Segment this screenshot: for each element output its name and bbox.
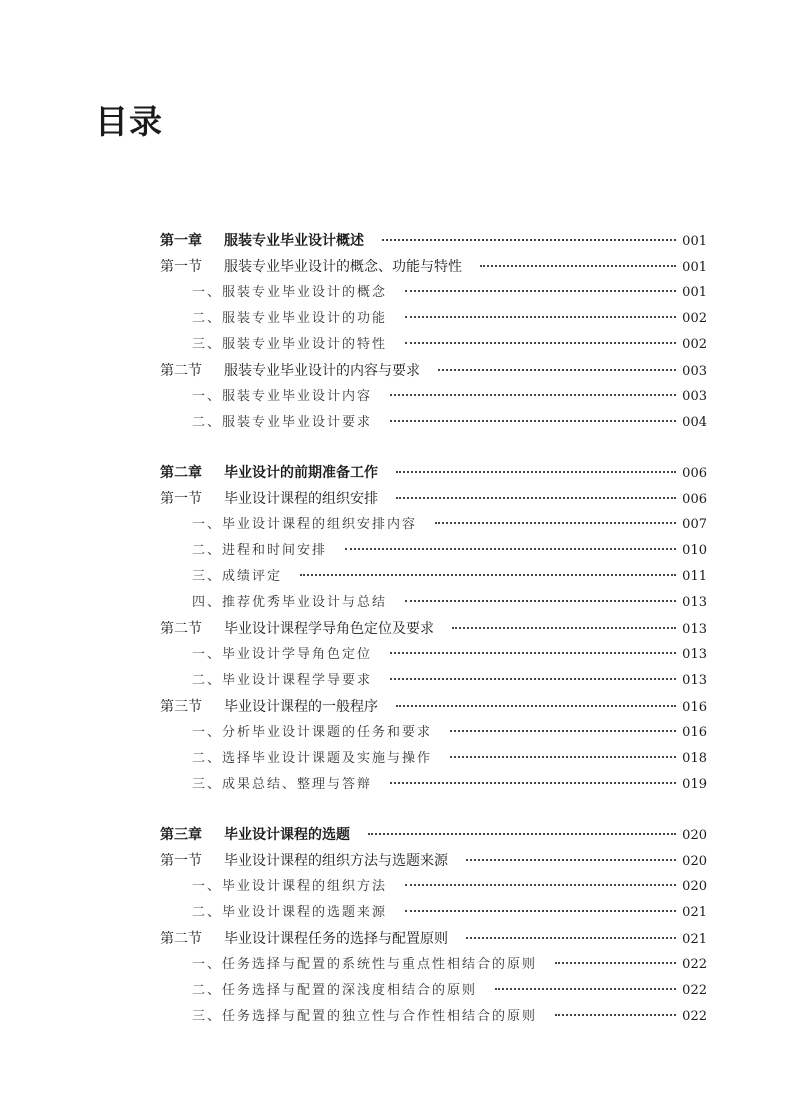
toc-item-entry[interactable] — [0, 720, 790, 746]
toc-entry-title: 毕业设计课程的选题 — [224, 827, 350, 843]
toc-entry-title: 服装专业毕业设计的内容与要求 — [224, 363, 420, 379]
toc-entry-number: 二、 — [192, 751, 223, 766]
toc-dot-leader — [382, 239, 676, 241]
toc-dot-leader — [466, 937, 676, 939]
toc-chapter-block — [0, 228, 790, 436]
toc-item-entry[interactable] — [0, 590, 790, 616]
toc-entry-number: 二、 — [192, 983, 223, 998]
toc-page-number: 001 — [682, 285, 707, 300]
toc-dot-leader — [466, 859, 676, 861]
toc-entry-title: 毕业设计课程的一般程序 — [224, 699, 378, 715]
toc-entry-number: 二、 — [192, 311, 223, 326]
toc-chapter-block — [0, 460, 790, 798]
toc-item-entry[interactable] — [0, 900, 790, 926]
toc-entry-number: 第二节 — [160, 621, 202, 637]
toc-entry-number: 二、 — [192, 905, 223, 920]
toc-dot-leader — [396, 471, 676, 473]
toc-entry-title: 服装专业毕业设计的功能 — [222, 311, 388, 326]
toc-chapter-entry[interactable] — [0, 460, 790, 486]
toc-page-number: 006 — [682, 492, 707, 507]
toc-dot-leader — [390, 652, 676, 654]
toc-item-entry[interactable] — [0, 280, 790, 306]
toc-entry-number: 一、 — [192, 725, 223, 740]
toc-entry-number: 第三章 — [160, 827, 202, 843]
toc-entry-title: 服装专业毕业设计概述 — [224, 233, 364, 249]
toc-page-number: 022 — [682, 983, 707, 998]
toc-page-number: 002 — [682, 311, 707, 326]
toc-entry-number: 一、 — [192, 957, 223, 972]
toc-page-number: 022 — [682, 1009, 707, 1024]
toc-chapter-entry[interactable] — [0, 228, 790, 254]
toc-entry-title: 任务选择与配置的深浅度相结合的原则 — [222, 983, 478, 998]
toc-dot-leader — [438, 369, 676, 371]
toc-page-number: 020 — [682, 854, 707, 869]
toc-item-entry[interactable] — [0, 306, 790, 332]
toc-page-number: 013 — [682, 673, 707, 688]
toc-section-entry[interactable] — [0, 848, 790, 874]
toc-item-entry[interactable] — [0, 512, 790, 538]
toc-dot-leader — [405, 884, 676, 886]
toc-dot-leader — [405, 342, 676, 344]
toc-entry-title: 推荐优秀毕业设计与总结 — [222, 595, 388, 610]
toc-page-number: 021 — [682, 905, 707, 920]
toc-entry-number: 第一节 — [160, 491, 202, 507]
toc-page-number: 006 — [682, 466, 707, 481]
toc-page-number: 002 — [682, 337, 707, 352]
toc-entry-number: 第二章 — [160, 465, 202, 481]
toc-entry-title: 分析毕业设计课题的任务和要求 — [222, 725, 433, 740]
toc-entry-number: 三、 — [192, 569, 223, 584]
toc-entry-title: 服装专业毕业设计内容 — [222, 389, 373, 404]
toc-entry-title: 毕业设计课程的选题来源 — [222, 905, 388, 920]
toc-dot-leader — [405, 316, 676, 318]
toc-page-number: 001 — [682, 234, 707, 249]
toc-entry-title: 服装专业毕业设计要求 — [222, 415, 373, 430]
toc-page-number: 022 — [682, 957, 707, 972]
toc-dot-leader — [396, 497, 676, 499]
toc-item-entry[interactable] — [0, 410, 790, 436]
toc-dot-leader — [390, 420, 676, 422]
toc-page-number: 003 — [682, 389, 707, 404]
toc-section-entry[interactable] — [0, 926, 790, 952]
toc-entry-number: 第一节 — [160, 853, 202, 869]
toc-entry-title: 服装专业毕业设计的特性 — [222, 337, 388, 352]
toc-page-number: 019 — [682, 777, 707, 792]
toc-page-number: 016 — [682, 700, 707, 715]
toc-item-entry[interactable] — [0, 642, 790, 668]
toc-dot-leader — [390, 678, 676, 680]
toc-dot-leader — [405, 290, 676, 292]
toc-page-number: 016 — [682, 725, 707, 740]
toc-dot-leader — [345, 548, 676, 550]
toc-entry-title: 服装专业毕业设计的概念 — [222, 285, 388, 300]
toc-section-entry[interactable] — [0, 254, 790, 280]
toc-entry-number: 一、 — [192, 389, 223, 404]
toc-item-entry[interactable] — [0, 772, 790, 798]
toc-entry-title: 选择毕业设计课题及实施与操作 — [222, 751, 433, 766]
toc-entry-number: 第一节 — [160, 259, 202, 275]
toc-dot-leader — [452, 627, 676, 629]
toc-entry-title: 毕业设计课程的组织安排内容 — [222, 517, 418, 532]
toc-entry-number: 第二节 — [160, 931, 202, 947]
toc-dot-leader — [368, 833, 676, 835]
toc-entry-number: 二、 — [192, 543, 223, 558]
toc-item-entry[interactable] — [0, 538, 790, 564]
toc-page-number: 003 — [682, 364, 707, 379]
toc-entry-title: 进程和时间安排 — [222, 543, 328, 558]
toc-dot-leader — [555, 962, 676, 964]
toc-entry-title: 任务选择与配置的独立性与合作性相结合的原则 — [222, 1009, 538, 1024]
toc-section-entry[interactable] — [0, 694, 790, 720]
toc-entry-number: 三、 — [192, 337, 223, 352]
toc-page-number: 001 — [682, 260, 707, 275]
toc-entry-title: 成绩评定 — [222, 569, 283, 584]
toc-item-entry[interactable] — [0, 668, 790, 694]
toc-item-entry[interactable] — [0, 564, 790, 590]
toc-entry-title: 毕业设计课程的组织方法与选题来源 — [224, 853, 448, 869]
toc-entry-title: 毕业设计课程的组织方法 — [222, 879, 388, 894]
toc-entry-number: 一、 — [192, 285, 223, 300]
toc-entry-title: 任务选择与配置的系统性与重点性相结合的原则 — [222, 957, 538, 972]
toc-entry-title: 服装专业毕业设计的概念、功能与特性 — [224, 259, 462, 275]
toc-entry-number: 一、 — [192, 647, 223, 662]
toc-chapter-entry[interactable] — [0, 822, 790, 848]
toc-page-number: 020 — [682, 879, 707, 894]
toc-item-entry[interactable] — [0, 978, 790, 1004]
toc-dot-leader — [300, 574, 676, 576]
toc-page-number: 011 — [682, 569, 707, 584]
toc-item-entry[interactable] — [0, 874, 790, 900]
toc-entry-number: 一、 — [192, 879, 223, 894]
toc-item-entry[interactable] — [0, 952, 790, 978]
toc-item-entry[interactable] — [0, 1004, 790, 1030]
table-of-contents — [0, 228, 790, 1054]
toc-dot-leader — [450, 756, 676, 758]
toc-page-number: 013 — [682, 595, 707, 610]
toc-page-number: 004 — [682, 415, 707, 430]
toc-dot-leader — [450, 730, 676, 732]
toc-item-entry[interactable] — [0, 332, 790, 358]
toc-entry-number: 第一章 — [160, 233, 202, 249]
toc-dot-leader — [396, 705, 676, 707]
toc-page-number: 018 — [682, 751, 707, 766]
toc-page-number: 010 — [682, 543, 707, 558]
toc-entry-number: 一、 — [192, 517, 223, 532]
toc-item-entry[interactable] — [0, 746, 790, 772]
toc-entry-title: 毕业设计的前期准备工作 — [224, 465, 378, 481]
toc-page-number: 007 — [682, 517, 707, 532]
toc-entry-title: 毕业设计课程学导要求 — [222, 673, 373, 688]
toc-entry-number: 三、 — [192, 1009, 223, 1024]
toc-entry-number: 四、 — [192, 595, 223, 610]
toc-dot-leader — [555, 1014, 676, 1016]
toc-section-entry[interactable] — [0, 358, 790, 384]
toc-entry-title: 成果总结、整理与答辩 — [222, 777, 373, 792]
toc-dot-leader — [495, 988, 676, 990]
toc-dot-leader — [435, 522, 676, 524]
toc-entry-title: 毕业设计课程学导角色定位及要求 — [224, 621, 434, 637]
toc-page-number: 020 — [682, 828, 707, 843]
toc-page-number: 021 — [682, 932, 707, 947]
toc-dot-leader — [405, 600, 676, 602]
toc-entry-title: 毕业设计课程任务的选择与配置原则 — [224, 931, 448, 947]
toc-entry-number: 第三节 — [160, 699, 202, 715]
toc-page-number: 013 — [682, 647, 707, 662]
toc-chapter-block — [0, 822, 790, 1030]
page-title: 目录 — [95, 102, 163, 141]
toc-dot-leader — [480, 265, 676, 267]
toc-page-number: 013 — [682, 622, 707, 637]
toc-dot-leader — [405, 910, 676, 912]
toc-item-entry[interactable] — [0, 384, 790, 410]
toc-entry-number: 三、 — [192, 777, 223, 792]
toc-dot-leader — [390, 394, 676, 396]
toc-section-entry[interactable] — [0, 616, 790, 642]
toc-dot-leader — [390, 782, 676, 784]
toc-entry-number: 二、 — [192, 673, 223, 688]
toc-entry-number: 第二节 — [160, 363, 202, 379]
toc-section-entry[interactable] — [0, 486, 790, 512]
toc-entry-number: 二、 — [192, 415, 223, 430]
toc-entry-title: 毕业设计课程的组织安排 — [224, 491, 378, 507]
toc-entry-title: 毕业设计学导角色定位 — [222, 647, 373, 662]
